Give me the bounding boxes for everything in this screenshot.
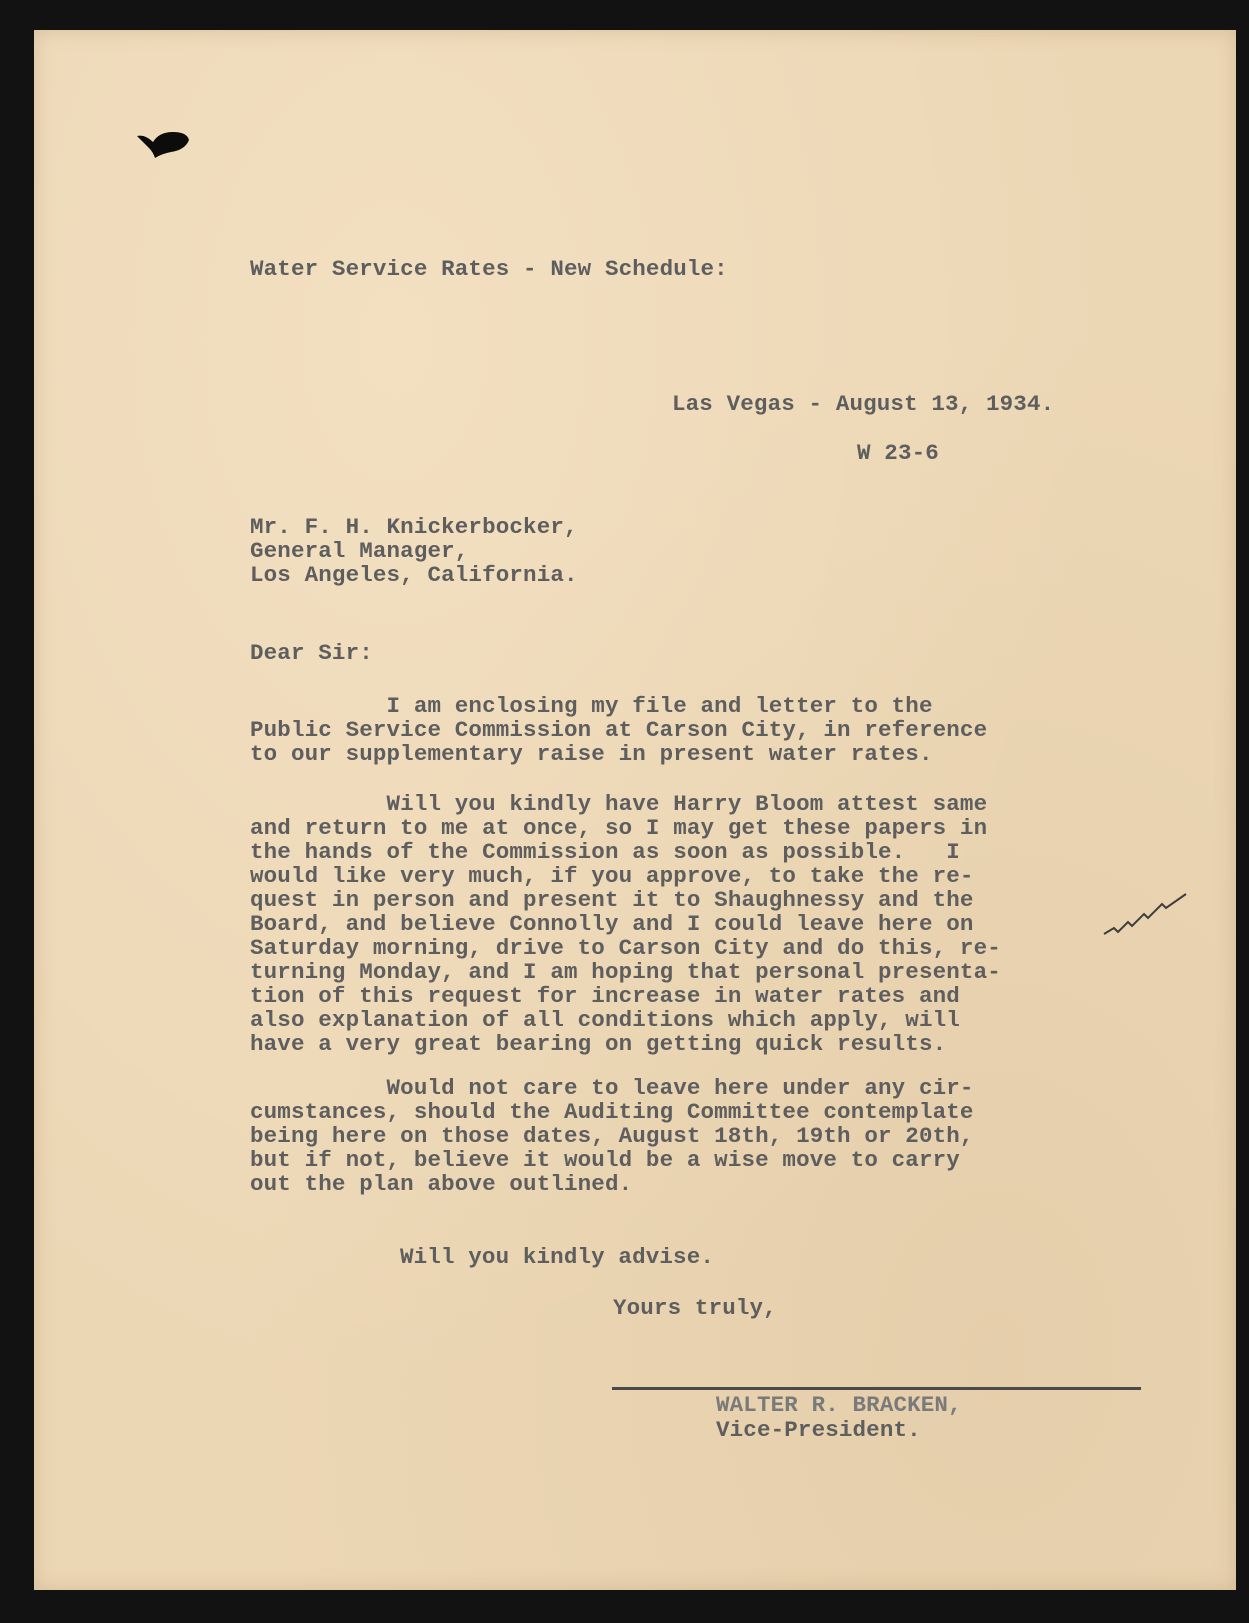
file-reference: W 23-6 [857, 440, 939, 466]
paragraph-line: quest in person and present it to Shaughnessy and the [250, 887, 974, 913]
paragraph-line: Would not care to leave here under any cir- [250, 1075, 974, 1101]
signature-line [612, 1387, 1141, 1390]
paragraph-line: cumstances, should the Auditing Committee contemplate [250, 1099, 974, 1125]
paragraph-line: and return to me at once, so I may get these papers in [250, 815, 988, 841]
recipient-address [250, 515, 578, 587]
paragraph-line: out the plan above outlined. [250, 1171, 633, 1197]
check-marks-icon [1102, 892, 1188, 944]
paragraph-line: would like very much, if you approve, to take the re- [250, 863, 974, 889]
paragraph-line: have a very great bearing on getting quick results. [250, 1031, 947, 1057]
paragraph-line: tion of this request for increase in water rates and [250, 983, 960, 1009]
paragraph-line: Board, and believe Connolly and I could leave here on [250, 911, 974, 937]
paragraph-line: I am enclosing my file and letter to the [250, 693, 933, 719]
recipient-line: General Manager, [250, 538, 469, 564]
paragraph-3 [250, 1076, 974, 1196]
complimentary-close: Yours truly, [613, 1295, 777, 1321]
signer-title: Vice-President. [716, 1417, 921, 1443]
ink-mark-icon [135, 128, 191, 158]
paragraph-2 [250, 792, 1001, 1056]
paragraph-line: Saturday morning, drive to Carson City and do this, re- [250, 935, 1001, 961]
signer-name: WALTER R. BRACKEN, [716, 1392, 962, 1418]
paragraph-line: to our supplementary raise in present water rates. [250, 741, 933, 767]
paragraph-line: Will you kindly have Harry Bloom attest same [250, 791, 988, 817]
paragraph-line: but if not, believe it would be a wise move to carry [250, 1147, 960, 1173]
salutation: Dear Sir: [250, 640, 373, 666]
paragraph-line: Public Service Commission at Carson City, in reference [250, 717, 988, 743]
paragraph-line: also explanation of all conditions which apply, will [250, 1007, 960, 1033]
subject-line: Water Service Rates - New Schedule: [250, 256, 728, 282]
paragraph-line: the hands of the Commission as soon as possible. I [250, 839, 960, 865]
paragraph-line: turning Monday, and I am hoping that personal presenta- [250, 959, 1001, 985]
paragraph-line: being here on those dates, August 18th, 19th or 20th, [250, 1123, 974, 1149]
paragraph-1 [250, 694, 987, 766]
recipient-line: Mr. F. H. Knickerbocker, [250, 514, 578, 540]
recipient-line: Los Angeles, California. [250, 562, 578, 588]
closing-request: Will you kindly advise. [400, 1244, 715, 1270]
dateline: Las Vegas - August 13, 1934. [672, 391, 1055, 417]
